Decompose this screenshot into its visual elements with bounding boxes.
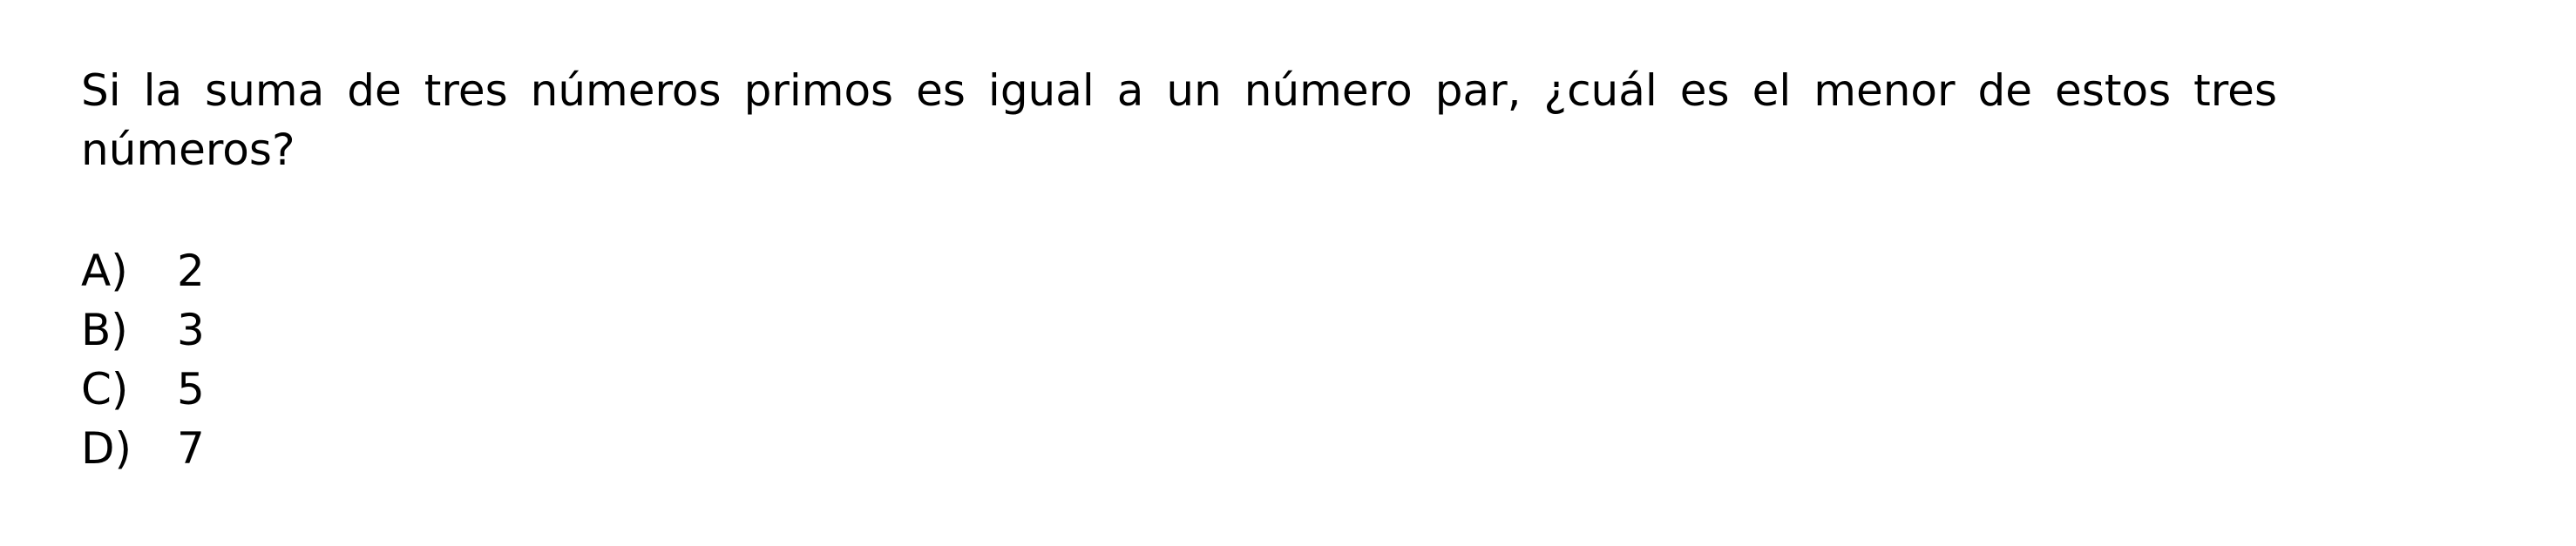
option-value: 5 — [177, 364, 205, 415]
option-value: 3 — [177, 305, 205, 355]
option-a[interactable] — [81, 241, 205, 300]
option-value: 7 — [177, 423, 205, 474]
option-letter: C) — [81, 364, 129, 415]
option-b[interactable] — [81, 300, 205, 360]
option-letter: B) — [81, 305, 128, 355]
answer-options — [81, 241, 205, 478]
option-c[interactable] — [81, 360, 205, 419]
question-text: Si la suma de tres números primos es igual a un número par, ¿cuál es el menor de estos tres números? — [81, 65, 2277, 175]
option-d[interactable] — [81, 419, 205, 478]
option-letter: A) — [81, 246, 128, 296]
option-letter: D) — [81, 423, 132, 474]
option-value: 2 — [177, 246, 205, 296]
